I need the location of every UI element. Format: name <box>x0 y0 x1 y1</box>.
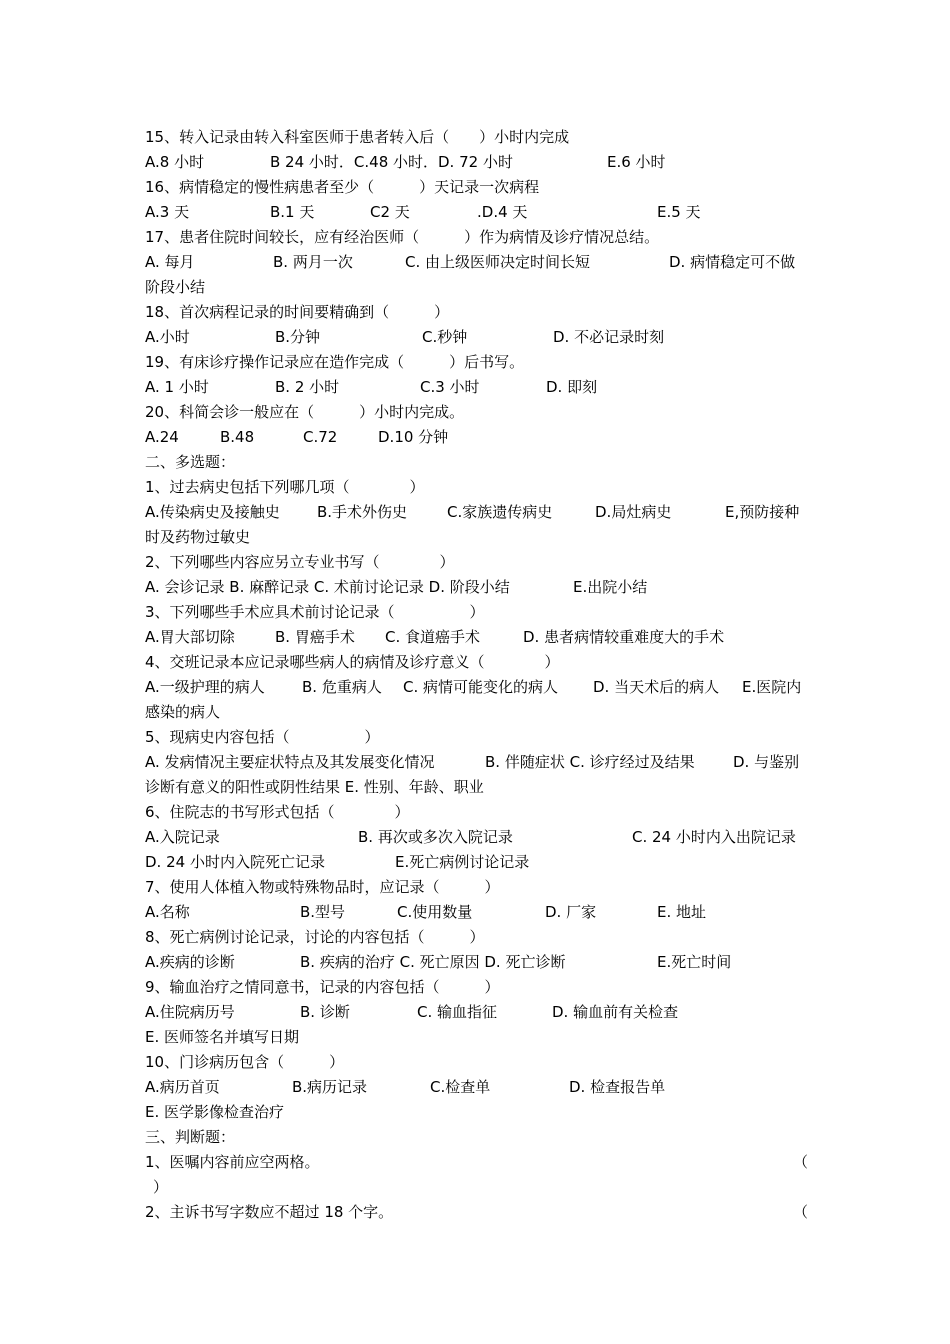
text-segment: C. 食道癌手术 <box>385 628 481 646</box>
text-segment: C2 天 <box>370 203 410 221</box>
text-line <box>145 675 810 700</box>
text-line <box>145 400 810 425</box>
text-segment: D. 输血前有关检查 <box>552 1003 679 1021</box>
text-segment: 19、有床诊疗操作记录应在造作完成（ ）后书写。 <box>145 353 525 371</box>
text-segment: E.死亡病例讨论记录 <box>395 853 530 871</box>
text-segment: E. 医师签名并填写日期 <box>145 1028 300 1046</box>
text-segment: B. 伴随症状 C. 诊疗经过及结果 <box>485 753 695 771</box>
text-line <box>145 725 810 750</box>
text-line <box>145 600 810 625</box>
text-line <box>145 850 810 875</box>
text-segment: C. 24 小时内入出院记录 <box>632 828 796 846</box>
text-segment: 7、使用人体植入物或特殊物品时，应记录（ ） <box>145 878 500 896</box>
text-segment: C.使用数量 <box>397 903 473 921</box>
text-line <box>145 475 810 500</box>
text-line <box>145 1050 810 1075</box>
text-segment: B. 再次或多次入院记录 <box>358 828 513 846</box>
text-line <box>145 1200 810 1225</box>
text-line <box>145 950 810 975</box>
text-segment: A.住院病历号 <box>145 1003 235 1021</box>
text-line <box>145 325 810 350</box>
text-segment: C.72 <box>303 428 338 446</box>
text-segment: 阶段小结 <box>145 278 206 296</box>
text-line <box>145 425 810 450</box>
text-line <box>145 575 810 600</box>
text-segment: （ <box>793 1153 809 1171</box>
text-segment: B. 两月一次 <box>273 253 353 271</box>
text-segment: 15、转入记录由转入科室医师于患者转入后（ ）小时内完成 <box>145 128 570 146</box>
text-segment: 二、多选题： <box>145 453 236 471</box>
text-segment: E.6 小时 <box>607 153 666 171</box>
text-segment: B. 2 小时 <box>275 378 340 396</box>
text-line <box>145 750 810 775</box>
text-line <box>145 625 810 650</box>
text-line <box>145 1150 810 1175</box>
text-segment: C.秒钟 <box>422 328 468 346</box>
text-line <box>145 925 810 950</box>
text-segment: 5、现病史内容包括（ ） <box>145 728 380 746</box>
text-line <box>145 250 810 275</box>
text-segment: 诊断有意义的阳性或阴性结果 E. 性别、年龄、职业 <box>145 778 484 796</box>
text-segment: E. 地址 <box>657 903 707 921</box>
text-segment: D. 患者病情较重难度大的手术 <box>523 628 725 646</box>
text-segment: A.传染病史及接触史 <box>145 503 280 521</box>
text-segment: C.检查单 <box>430 1078 491 1096</box>
text-segment: B.病历记录 <box>292 1078 368 1096</box>
text-line <box>145 1000 810 1025</box>
text-line <box>145 1025 810 1050</box>
text-line <box>145 650 810 675</box>
text-line <box>145 1100 810 1125</box>
text-segment: D. 即刻 <box>546 378 598 396</box>
text-segment: B 24 小时．C.48 小时．D. 72 小时 <box>270 153 513 171</box>
text-segment: .D.4 天 <box>477 203 528 221</box>
text-segment: 20、科简会诊一般应在（ ）小时内完成。 <box>145 403 465 421</box>
text-segment: D. 24 小时内入院死亡记录 <box>145 853 325 871</box>
text-segment: 2、下列哪些内容应另立专业书写（ ） <box>145 553 455 571</box>
text-segment: A.小时 <box>145 328 190 346</box>
text-segment: E.死亡时间 <box>657 953 732 971</box>
text-segment: 1、过去病史包括下列哪几项（ ） <box>145 478 425 496</box>
text-line <box>145 1125 810 1150</box>
text-segment: A.胃大部切除 <box>145 628 235 646</box>
text-segment: A.24 <box>145 428 179 446</box>
text-segment: D.局灶病史 <box>595 503 672 521</box>
text-line <box>145 1075 810 1100</box>
text-segment: D. 与鉴别 <box>733 753 800 771</box>
text-segment: 3、下列哪些手术应具术前讨论记录（ ） <box>145 603 485 621</box>
text-line <box>145 500 810 525</box>
text-segment: 6、住院志的书写形式包括（ ） <box>145 803 410 821</box>
text-line <box>145 775 810 800</box>
text-line <box>145 975 810 1000</box>
text-segment: ） <box>153 1178 169 1196</box>
text-line <box>145 350 810 375</box>
text-segment: B.分钟 <box>275 328 321 346</box>
text-segment: A. 发病情况主要症状特点及其发展变化情况 <box>145 753 435 771</box>
text-segment: A.病历首页 <box>145 1078 220 1096</box>
text-segment: B.48 <box>220 428 255 446</box>
text-segment: C. 由上级医师决定时间长短 <box>405 253 591 271</box>
text-line <box>145 700 810 725</box>
text-segment: A.8 小时 <box>145 153 205 171</box>
text-segment: 1、医嘱内容前应空两格。 <box>145 1153 320 1171</box>
text-segment: A. 每月 <box>145 253 195 271</box>
text-line <box>145 175 810 200</box>
text-segment: C. 输血指征 <box>417 1003 498 1021</box>
text-segment: C. 病情可能变化的病人 <box>403 678 559 696</box>
text-line <box>145 200 810 225</box>
text-segment: 9、输血治疗之情同意书，记录的内容包括（ ） <box>145 978 500 996</box>
text-segment: A.疾病的诊断 <box>145 953 235 971</box>
text-segment: D. 不必记录时刻 <box>553 328 665 346</box>
text-line <box>145 900 810 925</box>
text-segment: A.入院记录 <box>145 828 220 846</box>
text-line <box>145 825 810 850</box>
text-line <box>145 300 810 325</box>
text-line <box>145 125 810 150</box>
text-segment: E.5 天 <box>657 203 701 221</box>
text-segment: 4、交班记录本应记录哪些病人的病情及诊疗意义（ ） <box>145 653 560 671</box>
text-segment: （ <box>793 1203 809 1221</box>
text-segment: 10、门诊病历包含（ ） <box>145 1053 345 1071</box>
text-segment: A. 会诊记录 B. 麻醉记录 C. 术前讨论记录 D. 阶段小结 <box>145 578 510 596</box>
text-line <box>145 1175 810 1200</box>
text-segment: E.医院内 <box>742 678 802 696</box>
text-segment: D. 厂家 <box>545 903 597 921</box>
text-segment: B. 诊断 <box>300 1003 350 1021</box>
text-line <box>145 275 810 300</box>
text-segment: A.一级护理的病人 <box>145 678 265 696</box>
text-segment: B. 胃癌手术 <box>275 628 355 646</box>
text-segment: C.家族遗传病史 <box>447 503 553 521</box>
text-segment: A.3 天 <box>145 203 190 221</box>
text-segment: B. 危重病人 <box>302 678 382 696</box>
text-segment: 2、主诉书写字数应不超过 18 个字。 <box>145 1203 394 1221</box>
text-line <box>145 800 810 825</box>
text-segment: A.名称 <box>145 903 190 921</box>
text-line <box>145 525 810 550</box>
text-line <box>145 225 810 250</box>
text-line <box>145 375 810 400</box>
text-line <box>145 875 810 900</box>
text-segment: 时及药物过敏史 <box>145 528 251 546</box>
text-segment: C.3 小时 <box>420 378 480 396</box>
text-segment: B.手术外伤史 <box>317 503 408 521</box>
text-line <box>145 450 810 475</box>
text-line <box>145 550 810 575</box>
text-segment: D.10 分钟 <box>378 428 449 446</box>
text-line <box>145 150 810 175</box>
text-segment: A. 1 小时 <box>145 378 209 396</box>
text-segment: 16、病情稳定的慢性病患者至少（ ）天记录一次病程 <box>145 178 540 196</box>
text-segment: 8、死亡病例讨论记录，讨论的内容包括（ ） <box>145 928 485 946</box>
text-segment: E,预防接种 <box>725 503 800 521</box>
text-segment: B.1 天 <box>270 203 315 221</box>
text-segment: 三、判断题： <box>145 1128 236 1146</box>
text-segment: D. 检查报告单 <box>569 1078 666 1096</box>
text-segment: 18、首次病程记录的时间要精确到（ ） <box>145 303 450 321</box>
text-segment: E.出院小结 <box>573 578 648 596</box>
text-segment: 17、患者住院时间较长，应有经治医师（ ）作为病情及诊疗情况总结。 <box>145 228 660 246</box>
text-segment: E. 医学影像检查治疗 <box>145 1103 285 1121</box>
text-segment: D. 当天术后的病人 <box>593 678 720 696</box>
text-segment: B.型号 <box>300 903 346 921</box>
text-segment: B. 疾病的治疗 C. 死亡原因 D. 死亡诊断 <box>300 953 566 971</box>
text-segment: D. 病情稳定可不做 <box>669 253 796 271</box>
text-segment: 感染的病人 <box>145 703 221 721</box>
